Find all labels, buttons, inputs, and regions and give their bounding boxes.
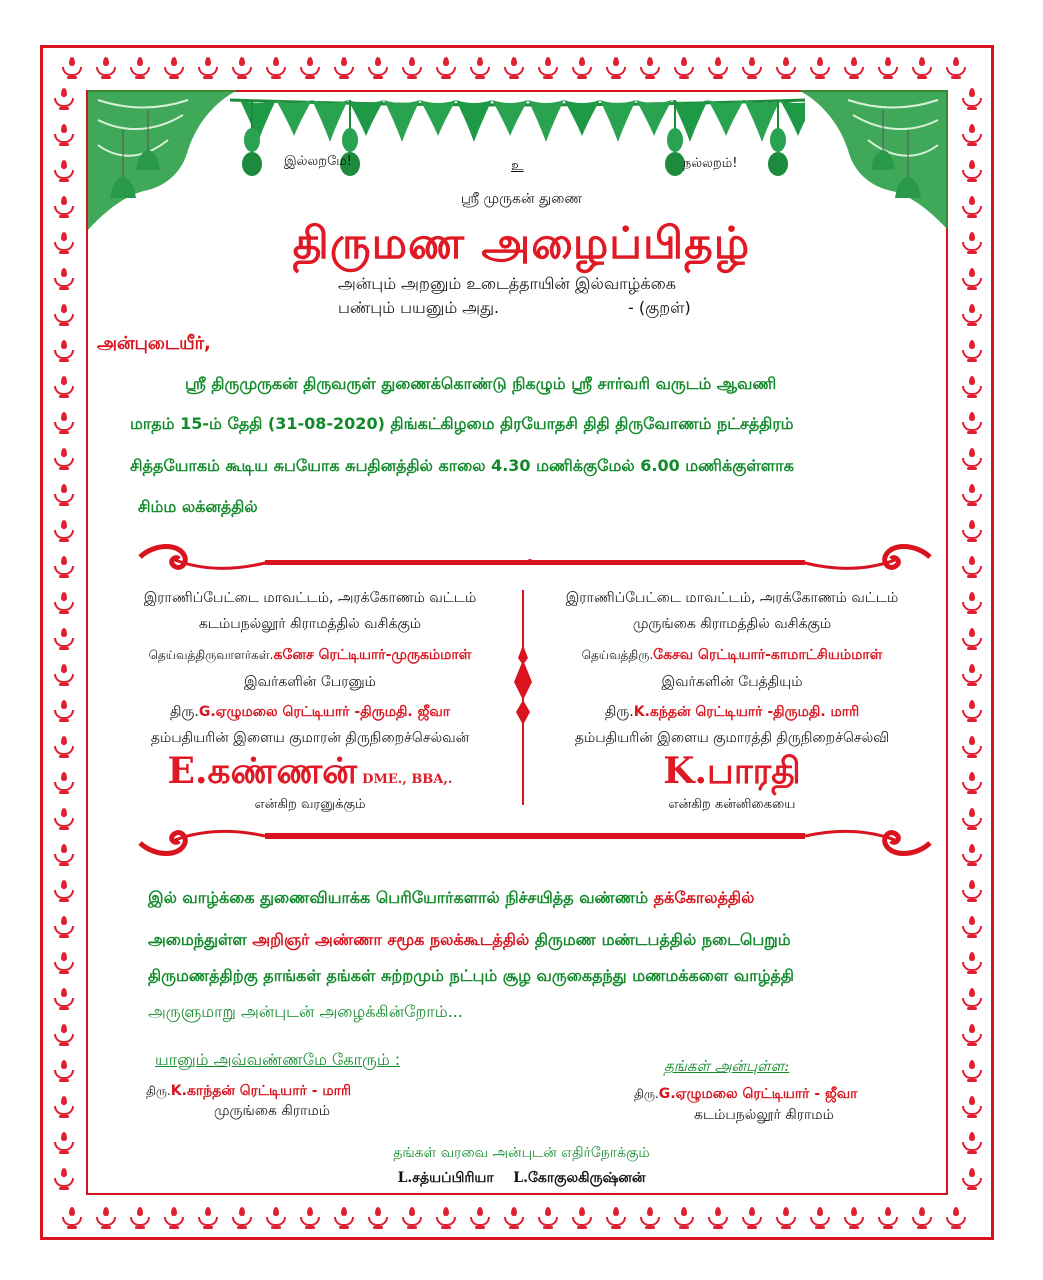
- center-mark: உ: [511, 158, 524, 174]
- diya-lamp-icon: [960, 988, 984, 1010]
- diya-lamp-icon: [468, 57, 492, 79]
- diya-lamp-icon: [960, 340, 984, 362]
- diya-lamp-icon: [960, 124, 984, 146]
- diya-lamp-icon: [910, 57, 934, 79]
- diya-lamp-icon: [774, 57, 798, 79]
- bride-parents: K.கந்தன் ரெட்டியார் -திருமதி. மாரி: [633, 704, 860, 720]
- diya-lamp-icon: [264, 1207, 288, 1229]
- invite-line-2-text: அமைந்துள்ள: [148, 930, 253, 949]
- diya-lamp-icon: [672, 57, 696, 79]
- invite-line-2-end: திருமண மண்டபத்தில் நடைபெறும்: [529, 930, 791, 949]
- groom-district: இராணிப்பேட்டை மாவட்டம், அரக்கோணம் வட்டம்: [143, 590, 477, 606]
- diya-lamp-icon: [52, 880, 76, 902]
- diya-lamp-icon: [638, 1207, 662, 1229]
- greeting: அன்புடையீர்,: [97, 333, 211, 354]
- diya-lamp-icon: [52, 700, 76, 722]
- invite-line-2: [148, 930, 791, 951]
- left-sign-heading: யானும் அவ்வண்ணமே கோரும் :: [155, 1050, 401, 1069]
- diya-lamp-icon: [52, 88, 76, 110]
- bride-village: முருங்கை கிராமத்தில் வசிக்கும்: [632, 616, 832, 632]
- diya-lamp-icon: [570, 57, 594, 79]
- diya-lamp-icon: [52, 412, 76, 434]
- diya-lamp-icon: [52, 124, 76, 146]
- diya-lamp-icon: [162, 1207, 186, 1229]
- diya-lamp-icon: [52, 628, 76, 650]
- diya-lamp-icon: [52, 592, 76, 614]
- diya-lamp-icon: [774, 1207, 798, 1229]
- diya-lamp-icon: [570, 1207, 594, 1229]
- bride-district: இராணிப்பேட்டை மாவட்டம், அரக்கோணம் வட்டம்: [565, 590, 899, 606]
- diya-lamp-icon: [808, 57, 832, 79]
- diya-lamp-icon: [52, 1024, 76, 1046]
- diya-lamp-icon: [706, 1207, 730, 1229]
- diya-lamp-icon: [960, 1060, 984, 1082]
- footer-names: [0, 1170, 1043, 1188]
- diya-lamp-icon: [52, 772, 76, 794]
- bride-relation: இவர்களின் பேத்தியும்: [661, 674, 803, 690]
- diya-lamp-icon: [960, 664, 984, 686]
- diya-lamp-icon: [52, 556, 76, 578]
- diya-lamp-icon: [536, 57, 560, 79]
- bride-column: [522, 590, 942, 813]
- groom-elders: கனேச ரெட்டியார்-முருகம்மாள்: [273, 647, 472, 663]
- diya-lamp-icon: [960, 844, 984, 866]
- groom-parents: G.ஏழுமலை ரெட்டியார் -திருமதி. ஜீவா: [198, 704, 451, 720]
- groom-degree: DME., BBA,.: [362, 772, 453, 787]
- mango-leaf-icon: [780, 100, 805, 136]
- diya-lamp-icon: [960, 772, 984, 794]
- diya-lamp-icon: [52, 808, 76, 830]
- diya-lamp-icon: [230, 57, 254, 79]
- scroll-ornament-bottom: [135, 815, 935, 865]
- bride-name: K.பாரதி: [663, 750, 801, 792]
- diya-lamp-icon: [52, 160, 76, 182]
- kural-line-1: அன்பும் அறனும் உடைத்தாயின் இல்வாழ்க்கை: [338, 274, 676, 293]
- left-sign-name: K.காந்தன் ரெட்டியார் - மாரி: [170, 1083, 352, 1099]
- venue-hall: அறிஞர் அண்ணா சமூக நலக்கூடத்தில்: [252, 930, 530, 949]
- diya-lamp-icon: [400, 57, 424, 79]
- left-motto: இல்லறமே!: [284, 154, 352, 169]
- mango-leaf-icon: [708, 100, 744, 136]
- diya-lamp-icon: [52, 520, 76, 542]
- diya-lamp-icon: [960, 916, 984, 938]
- diya-lamp-icon: [128, 1207, 152, 1229]
- diya-lamp-icon: [128, 57, 152, 79]
- diya-lamp-icon: [960, 592, 984, 614]
- diya-lamp-icon: [604, 57, 628, 79]
- invite-line-1-text: இல் வாழ்க்கை துணைவியாக்க பெரியோர்களால் நிச்சயித்த வண்ணம்: [148, 888, 654, 907]
- diya-lamp-icon: [434, 1207, 458, 1229]
- diya-lamp-icon: [876, 57, 900, 79]
- deity-line: ஸ்ரீ முருகன் துணை: [460, 191, 583, 207]
- diya-lamp-icon: [960, 412, 984, 434]
- bride-elders: கேசவ ரெட்டியார்-காமாட்சியம்மாள்: [653, 647, 883, 663]
- diya-lamp-icon: [910, 1207, 934, 1229]
- diya-lamp-icon: [196, 1207, 220, 1229]
- diya-lamp-icon: [740, 57, 764, 79]
- mango-leaf-icon: [276, 100, 312, 136]
- page-title: திருமண அழைப்பிதழ்: [292, 218, 751, 269]
- diya-lamp-icon: [502, 57, 526, 79]
- corner-ornament-left: [88, 90, 238, 230]
- footer-line: தங்கள் வரவை அன்புடன் எதிர்நோக்கும்: [393, 1145, 650, 1161]
- diya-lamp-icon: [960, 484, 984, 506]
- right-motto: நல்லறம்!: [683, 156, 738, 171]
- diya-lamp-icon: [672, 1207, 696, 1229]
- diya-lamp-icon: [960, 1024, 984, 1046]
- diya-lamp-icon: [638, 57, 662, 79]
- groom-name: E.கண்ணன்: [167, 750, 358, 792]
- mango-leaf-icon: [600, 100, 636, 142]
- diya-lamp-icon: [960, 880, 984, 902]
- lamp-border-top: [60, 56, 975, 80]
- diya-lamp-icon: [366, 1207, 390, 1229]
- diya-lamp-icon: [960, 628, 984, 650]
- left-sign-name-line: [146, 1080, 351, 1101]
- mango-leaf-icon: [492, 100, 528, 136]
- diya-lamp-icon: [960, 448, 984, 470]
- scroll-ornament-top: [135, 535, 935, 585]
- diya-lamp-icon: [842, 1207, 866, 1229]
- diya-lamp-icon: [536, 1207, 560, 1229]
- diya-lamp-icon: [52, 376, 76, 398]
- diya-lamp-icon: [332, 57, 356, 79]
- groom-column: [100, 590, 520, 813]
- diya-lamp-icon: [264, 57, 288, 79]
- right-sign-name: G.ஏழுமலை ரெட்டியார் - ஜீவா: [658, 1086, 858, 1102]
- diya-lamp-icon: [52, 340, 76, 362]
- detail-line-3: சித்தயோகம் கூடிய சுபயோக சுபதினத்தில் காலை 4.30 மணிக்குமேல் 6.00 மணிக்குள்ளாக: [130, 456, 794, 475]
- diya-lamp-icon: [230, 1207, 254, 1229]
- invite-line-4: அருளுமாறு அன்புடன் அழைக்கின்றோம்...: [148, 1002, 463, 1021]
- diya-lamp-icon: [162, 57, 186, 79]
- mango-leaf-icon: [636, 100, 672, 136]
- invite-line-1: [148, 888, 754, 909]
- mango-leaf-icon: [420, 100, 456, 136]
- diya-lamp-icon: [960, 88, 984, 110]
- diya-lamp-icon: [944, 57, 968, 79]
- diya-lamp-icon: [740, 1207, 764, 1229]
- diya-lamp-icon: [52, 1060, 76, 1082]
- left-sign-place: முருங்கை கிராமம்: [214, 1103, 330, 1119]
- groom-called: என்கிற வரனுக்கும்: [254, 797, 366, 812]
- mango-leaf-icon: [384, 100, 420, 142]
- right-sign-heading: தங்கள் அன்புள்ள:: [664, 1057, 790, 1075]
- kural-line-2: பண்பும் பயனும் அது.: [338, 298, 500, 317]
- diya-lamp-icon: [842, 57, 866, 79]
- diya-lamp-icon: [52, 952, 76, 974]
- diya-lamp-icon: [960, 556, 984, 578]
- right-sign-place: கடம்பநல்லூர் கிராமம்: [694, 1107, 834, 1123]
- bride-parents-prefix: திரு.: [604, 704, 634, 720]
- bride-called: என்கிற கன்னிகையை: [668, 797, 796, 812]
- diya-lamp-icon: [468, 1207, 492, 1229]
- footer-name-2: L.கோகுலகிருஷ்னன்: [513, 1170, 646, 1186]
- diya-lamp-icon: [52, 736, 76, 758]
- groom-son-of: தம்பதியரின் இளைய குமாரன் திருநிறைச்செல்வன்: [150, 730, 470, 746]
- diya-lamp-icon: [298, 1207, 322, 1229]
- diya-lamp-icon: [960, 736, 984, 758]
- groom-parents-prefix: திரு.: [169, 704, 199, 720]
- diya-lamp-icon: [52, 664, 76, 686]
- diya-lamp-icon: [332, 1207, 356, 1229]
- diya-lamp-icon: [60, 57, 84, 79]
- diya-lamp-icon: [298, 57, 322, 79]
- detail-line-2: மாதம் 15-ம் தேதி (31-08-2020) திங்கட்கிழமை திரயோதசி திதி திருவோணம் நட்சத்திரம்: [130, 414, 794, 433]
- diya-lamp-icon: [400, 1207, 424, 1229]
- diya-lamp-icon: [52, 844, 76, 866]
- diya-lamp-icon: [960, 304, 984, 326]
- diya-lamp-icon: [52, 304, 76, 326]
- mango-leaf-icon: [528, 100, 564, 142]
- venue-town: தக்கோலத்தில்: [653, 888, 755, 907]
- bride-daughter-of: தம்பதியரின் இளைய குமாரத்தி திருநிறைச்செல்வி: [574, 730, 890, 746]
- groom-relation: இவர்களின் பேரனும்: [244, 674, 376, 690]
- diya-lamp-icon: [94, 1207, 118, 1229]
- footer-name-1: L.சத்யப்பிரியா: [397, 1170, 494, 1186]
- diya-lamp-icon: [960, 376, 984, 398]
- lamp-border-bottom: [60, 1206, 975, 1230]
- diya-lamp-icon: [366, 57, 390, 79]
- left-sign-prefix: திரு.: [146, 1084, 171, 1098]
- invite-line-3: திருமணத்திற்கு தாங்கள் தங்கள் சுற்றமும் நட்பும் சூழ வருகைதந்து மணமக்களை வாழ்த்தி: [148, 966, 794, 985]
- diya-lamp-icon: [52, 916, 76, 938]
- diya-lamp-icon: [960, 952, 984, 974]
- diya-lamp-icon: [960, 160, 984, 182]
- diya-lamp-icon: [196, 57, 220, 79]
- detail-line-4: சிம்ம லக்னத்தில்: [138, 497, 258, 516]
- groom-elders-prefix: தெய்வத்திருவாளர்கள்.: [148, 648, 274, 662]
- groom-village: கடம்பநல்லூர் கிராமத்தில் வசிக்கும்: [198, 616, 422, 632]
- right-sign-prefix: திரு.: [634, 1087, 659, 1101]
- diya-lamp-icon: [52, 988, 76, 1010]
- mango-leaf-icon: [456, 100, 492, 142]
- diya-lamp-icon: [706, 57, 730, 79]
- diya-lamp-icon: [502, 1207, 526, 1229]
- diya-lamp-icon: [60, 1207, 84, 1229]
- right-sign-name-line: [634, 1083, 857, 1104]
- diya-lamp-icon: [944, 1207, 968, 1229]
- diya-lamp-icon: [960, 520, 984, 542]
- diya-lamp-icon: [52, 484, 76, 506]
- diya-lamp-icon: [876, 1207, 900, 1229]
- bride-elders-prefix: தெய்வத்திரு.: [581, 648, 654, 662]
- mango-leaf-icon: [564, 100, 600, 136]
- detail-line-1: ஸ்ரீ திருமுருகன் திருவருள் துணைக்கொண்டு நிகழும் ஸ்ரீ சார்வரி வருடம் ஆவணி: [185, 374, 777, 393]
- diya-lamp-icon: [960, 808, 984, 830]
- diya-lamp-icon: [808, 1207, 832, 1229]
- diya-lamp-icon: [960, 1096, 984, 1118]
- corner-ornament-right: [798, 90, 948, 230]
- diya-lamp-icon: [434, 57, 458, 79]
- diya-lamp-icon: [604, 1207, 628, 1229]
- diya-lamp-icon: [94, 57, 118, 79]
- diya-lamp-icon: [52, 1096, 76, 1118]
- diya-lamp-icon: [52, 448, 76, 470]
- kural-source: - (குறள்): [628, 298, 691, 317]
- diya-lamp-icon: [960, 700, 984, 722]
